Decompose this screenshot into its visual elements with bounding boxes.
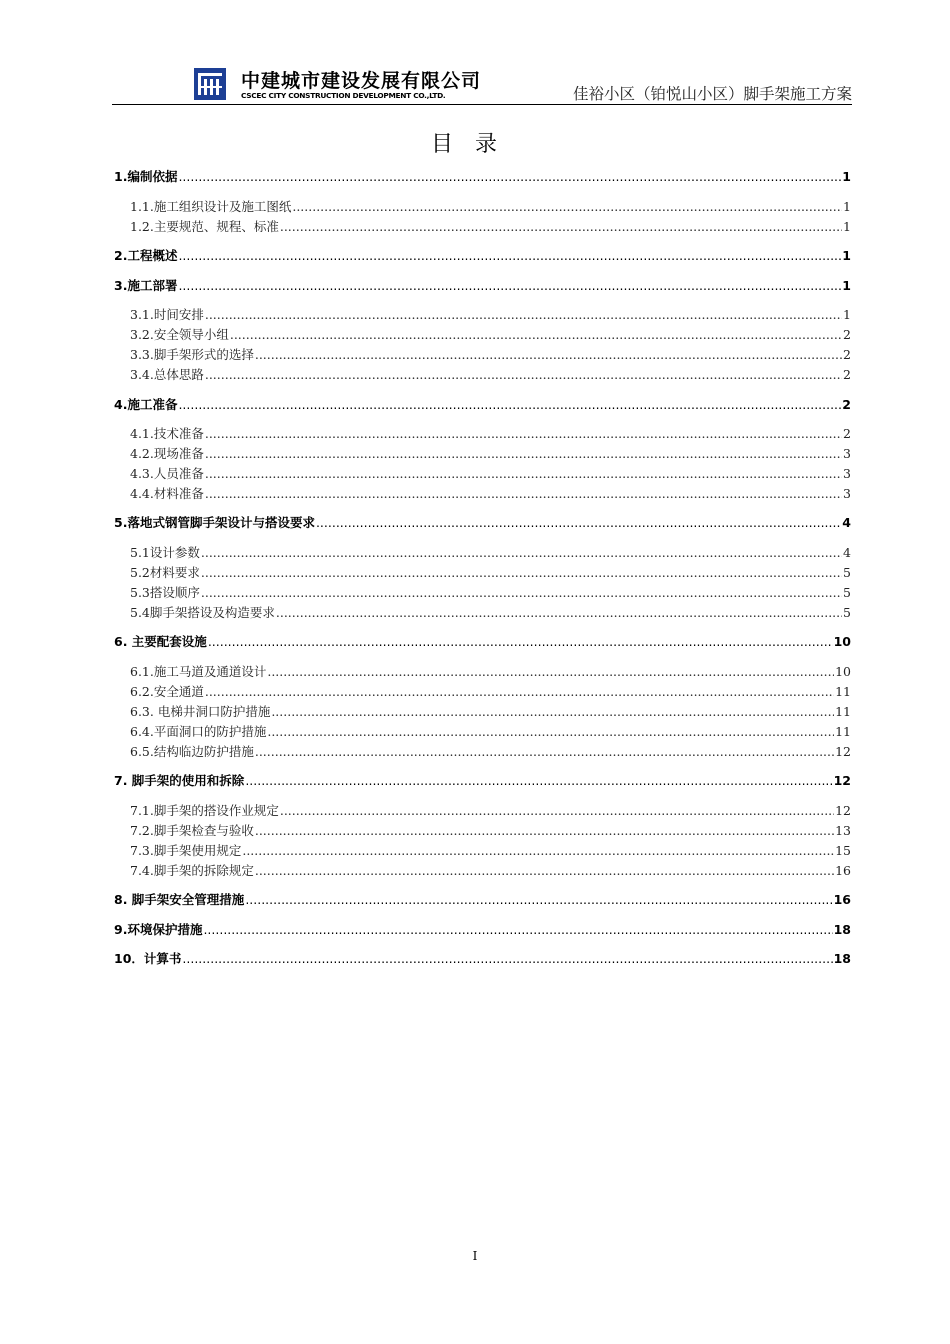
toc-entry-title: 7.1.脚手架的搭设作业规定 <box>130 803 279 818</box>
toc-entry-title: 5.2材料要求 <box>130 565 200 580</box>
toc-entry-page: 11 <box>835 704 851 719</box>
toc-entry-title: 7.4.脚手架的拆除规定 <box>130 863 254 878</box>
toc-subsection-entry[interactable] <box>114 603 851 621</box>
toc-entry-title: 6.1.施工马道及通道设计 <box>130 664 267 679</box>
toc-leader-dots <box>255 823 834 838</box>
toc-section-entry[interactable] <box>114 167 851 185</box>
toc-entry-title: 4.1.技术准备 <box>130 426 204 441</box>
toc-leader-dots <box>280 803 834 818</box>
toc-entry-page: 1 <box>842 248 851 263</box>
toc-entry-title: 2.工程概述 <box>114 248 178 263</box>
toc-section-entry[interactable] <box>114 395 851 413</box>
toc-leader-dots <box>205 446 842 461</box>
toc-entry-page: 11 <box>835 684 851 699</box>
toc-entry-page: 2 <box>843 367 851 382</box>
toc-leader-dots <box>255 863 834 878</box>
company-logo <box>194 68 226 100</box>
toc-entry-title: 1.编制依据 <box>114 169 178 184</box>
toc-entry-title: 8. 脚手架安全管理措施 <box>114 892 245 907</box>
toc-entry-title: 5.落地式钢管脚手架设计与搭设要求 <box>114 515 315 530</box>
toc-leader-dots <box>245 773 832 788</box>
toc-section-entry[interactable] <box>114 632 851 650</box>
document-title: 佳裕小区（铂悦山小区）脚手架施工方案 <box>572 85 852 103</box>
toc-entry-title: 3.1.时间安排 <box>130 307 204 322</box>
toc-leader-dots <box>242 843 834 858</box>
toc-entry-page: 12 <box>835 744 851 759</box>
toc-entry-page: 18 <box>833 922 851 937</box>
toc-leader-dots <box>203 922 832 937</box>
toc-entry-page: 2 <box>843 347 851 362</box>
toc-entry-title: 7. 脚手架的使用和拆除 <box>114 773 245 788</box>
toc-entry-title: 6.5.结构临边防护措施 <box>130 744 254 759</box>
toc-entry-page: 5 <box>843 605 851 620</box>
toc-leader-dots <box>255 347 842 362</box>
toc-entry-page: 10 <box>833 634 851 649</box>
toc-subsection-entry[interactable] <box>114 722 851 740</box>
toc-entry-page: 1 <box>842 169 851 184</box>
toc-section-entry[interactable] <box>114 920 851 938</box>
toc-section-entry[interactable] <box>114 246 851 264</box>
toc-subsection-entry[interactable] <box>114 662 851 680</box>
toc-subsection-entry[interactable] <box>114 583 851 601</box>
toc-subsection-entry[interactable] <box>114 444 851 462</box>
toc-leader-dots <box>230 327 842 342</box>
toc-entry-title: 5.1设计参数 <box>130 545 200 560</box>
toc-subsection-entry[interactable] <box>114 197 851 215</box>
toc-subsection-entry[interactable] <box>114 464 851 482</box>
toc-section-entry[interactable] <box>114 949 851 967</box>
toc-entry-page: 1 <box>843 219 851 234</box>
toc-entry-title: 3.3.脚手架形式的选择 <box>130 347 254 362</box>
toc-entry-page: 10 <box>835 664 851 679</box>
toc-subsection-entry[interactable] <box>114 345 851 363</box>
toc-entry-title: 4.4.材料准备 <box>130 486 204 501</box>
toc-entry-title: 9.环境保护措施 <box>114 922 203 937</box>
toc-entry-title: 4.施工准备 <box>114 397 178 412</box>
toc-entry-page: 2 <box>843 327 851 342</box>
toc-leader-dots <box>178 169 841 184</box>
toc-leader-dots <box>267 724 834 739</box>
toc-entry-page: 12 <box>835 803 851 818</box>
toc-subsection-entry[interactable] <box>114 861 851 879</box>
toc-entry-page: 4 <box>843 545 851 560</box>
toc-entry-title: 5.3搭设顺序 <box>130 585 200 600</box>
toc-entry-page: 1 <box>843 199 851 214</box>
toc-section-entry[interactable] <box>114 890 851 908</box>
toc-entry-page: 16 <box>833 892 851 907</box>
toc-leader-dots <box>292 199 842 214</box>
toc-subsection-entry[interactable] <box>114 563 851 581</box>
toc-subsection-entry[interactable] <box>114 543 851 561</box>
toc-leader-dots <box>205 426 842 441</box>
toc-entry-page: 18 <box>833 951 851 966</box>
toc-subsection-entry[interactable] <box>114 821 851 839</box>
toc-section-entry[interactable] <box>114 771 851 789</box>
toc-entry-title: 4.3.人员准备 <box>130 466 204 481</box>
toc-entry-title: 1.1.施工组织设计及施工图纸 <box>130 199 292 214</box>
toc-subsection-entry[interactable] <box>114 742 851 760</box>
page-number: I <box>472 1249 478 1263</box>
toc-entry-page: 2 <box>842 397 851 412</box>
toc-entry-page: 3 <box>843 446 851 461</box>
toc-subsection-entry[interactable] <box>114 484 851 502</box>
toc-leader-dots <box>201 565 842 580</box>
page-header <box>112 66 852 105</box>
toc-entry-title: 3.4.总体思路 <box>130 367 204 382</box>
toc-entry-page: 2 <box>843 426 851 441</box>
toc-entry-page: 3 <box>843 486 851 501</box>
toc-entry-title: 3.2.安全领导小组 <box>130 327 229 342</box>
toc-entry-title: 3.施工部署 <box>114 278 178 293</box>
toc-entry-page: 16 <box>835 863 851 878</box>
toc-entry-title: 4.2.现场准备 <box>130 446 204 461</box>
toc-subsection-entry[interactable] <box>114 305 851 323</box>
toc-leader-dots <box>178 278 841 293</box>
toc-subsection-entry[interactable] <box>114 702 851 720</box>
company-name-en: CSCEC CITY CONSTRUCTION DEVELOPMENT CO.,LTD. <box>241 91 446 100</box>
toc-entry-title: 5.4脚手架搭设及构造要求 <box>130 605 275 620</box>
toc-entry-page: 4 <box>842 515 851 530</box>
toc-leader-dots <box>245 892 832 907</box>
toc-subsection-entry[interactable] <box>114 801 851 819</box>
toc-leader-dots <box>178 397 841 412</box>
toc-leader-dots <box>205 307 842 322</box>
toc-entry-title: 1.2.主要规范、规程、标准 <box>130 219 279 234</box>
toc-subsection-entry[interactable] <box>114 682 851 700</box>
toc-leader-dots <box>205 684 834 699</box>
toc-entry-title: 6.2.安全通道 <box>130 684 204 699</box>
toc-entry-page: 3 <box>843 466 851 481</box>
toc-leader-dots <box>205 466 842 481</box>
toc-leader-dots <box>205 367 842 382</box>
toc-subsection-entry[interactable] <box>114 217 851 235</box>
toc-entry-page: 15 <box>835 843 851 858</box>
toc-leader-dots <box>208 634 833 649</box>
toc-entry-page: 13 <box>835 823 851 838</box>
toc-leader-dots <box>267 664 834 679</box>
toc-leader-dots <box>280 219 842 234</box>
toc-entry-page: 5 <box>843 565 851 580</box>
toc-leader-dots <box>178 248 841 263</box>
toc-entry-page: 11 <box>835 724 851 739</box>
toc-leader-dots <box>255 744 834 759</box>
toc-entry-title: 6.4.平面洞口的防护措施 <box>130 724 267 739</box>
toc-subsection-entry[interactable] <box>114 325 851 343</box>
toc-leader-dots <box>271 704 834 719</box>
toc-section-entry[interactable] <box>114 276 851 294</box>
toc-subsection-entry[interactable] <box>114 841 851 859</box>
toc-entry-title: 7.3.脚手架使用规定 <box>130 843 242 858</box>
toc-leader-dots <box>276 605 842 620</box>
toc-entry-title: 6. 主要配套设施 <box>114 634 207 649</box>
toc-entry-title: 6.3. 电梯井洞口防护措施 <box>130 704 271 719</box>
company-name-cn: 中建城市建设发展有限公司 <box>241 70 482 92</box>
toc-leader-dots <box>182 951 832 966</box>
toc-heading: 目录 <box>430 132 519 157</box>
toc-section-entry[interactable] <box>114 513 851 531</box>
toc-entry-page: 1 <box>843 307 851 322</box>
toc-subsection-entry[interactable] <box>114 424 851 442</box>
toc-leader-dots <box>201 545 842 560</box>
toc-entry-page: 1 <box>842 278 851 293</box>
toc-entry-page: 12 <box>833 773 851 788</box>
toc-subsection-entry[interactable] <box>114 365 851 383</box>
toc-leader-dots <box>316 515 841 530</box>
toc-entry-title: 7.2.脚手架检查与验收 <box>130 823 254 838</box>
toc-entry-page: 5 <box>843 585 851 600</box>
toc-leader-dots <box>205 486 842 501</box>
toc-entry-title: 10．计算书 <box>114 951 182 966</box>
toc-leader-dots <box>201 585 842 600</box>
